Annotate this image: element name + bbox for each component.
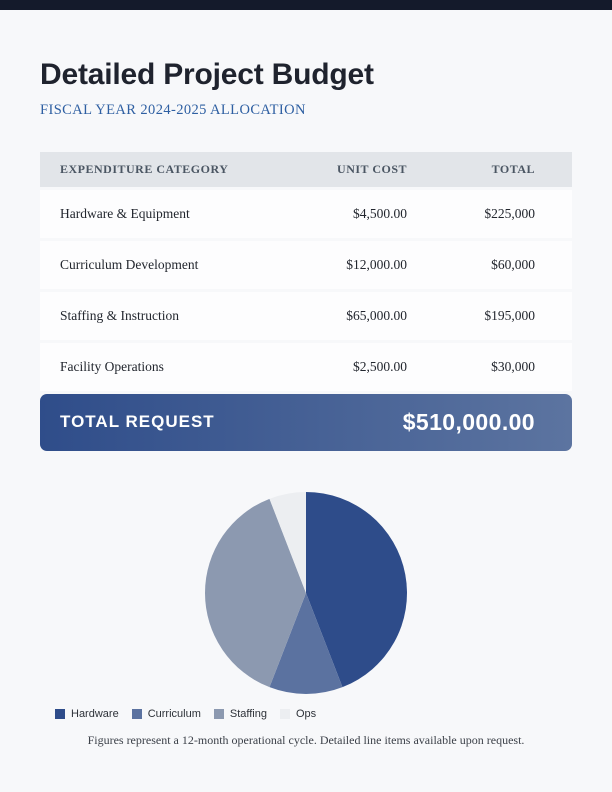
legend-swatch-icon bbox=[214, 709, 224, 719]
top-accent-bar bbox=[0, 0, 612, 10]
total-cell: $60,000 bbox=[491, 256, 535, 272]
total-request-value: $510,000.00 bbox=[402, 408, 535, 435]
unit-cost-cell: $65,000.00 bbox=[346, 307, 407, 323]
legend-item bbox=[214, 708, 267, 720]
legend-label: Ops bbox=[295, 707, 317, 720]
header-total: TOTAL bbox=[491, 161, 535, 176]
unit-cost-cell: $12,000.00 bbox=[346, 256, 407, 272]
table-body bbox=[40, 190, 572, 391]
legend-swatch-icon bbox=[132, 709, 142, 719]
legend-label: Staffing bbox=[229, 707, 267, 720]
footnote-text: Figures represent a 12-month operational cycle. Detailed line items available upon request. bbox=[87, 732, 525, 747]
category-cell: Facility Operations bbox=[60, 358, 164, 374]
page-content bbox=[0, 58, 612, 748]
table-row bbox=[40, 241, 572, 289]
legend-item bbox=[55, 708, 119, 720]
legend-swatch-icon bbox=[280, 709, 290, 719]
table-row bbox=[40, 190, 572, 238]
total-cell: $30,000 bbox=[491, 358, 535, 374]
table-header-row bbox=[40, 152, 572, 187]
unit-cost-cell: $2,500.00 bbox=[353, 358, 407, 374]
table-row bbox=[40, 343, 572, 391]
total-cell: $195,000 bbox=[484, 307, 535, 323]
total-request-label: TOTAL REQUEST bbox=[60, 412, 215, 431]
legend-swatch-icon bbox=[55, 709, 65, 719]
legend-item bbox=[132, 708, 201, 720]
header-unit-cost: UNIT COST bbox=[337, 161, 407, 176]
pie-chart-svg bbox=[204, 491, 408, 695]
page-subtitle: FISCAL YEAR 2024-2025 ALLOCATION bbox=[40, 101, 306, 118]
budget-table bbox=[40, 152, 572, 451]
chart-legend bbox=[40, 708, 572, 720]
legend-item bbox=[280, 708, 316, 720]
total-request-bar bbox=[40, 394, 572, 451]
header-expenditure-category: EXPENDITURE CATEGORY bbox=[60, 161, 229, 176]
legend-label: Curriculum bbox=[147, 707, 201, 720]
category-cell: Curriculum Development bbox=[60, 256, 199, 272]
table-row bbox=[40, 292, 572, 340]
total-cell: $225,000 bbox=[484, 205, 535, 221]
pie-chart bbox=[40, 491, 572, 695]
unit-cost-cell: $4,500.00 bbox=[353, 205, 407, 221]
page-title: Detailed Project Budget bbox=[40, 58, 374, 91]
category-cell: Hardware & Equipment bbox=[60, 205, 190, 221]
category-cell: Staffing & Instruction bbox=[60, 307, 179, 323]
legend-label: Hardware bbox=[71, 707, 119, 720]
